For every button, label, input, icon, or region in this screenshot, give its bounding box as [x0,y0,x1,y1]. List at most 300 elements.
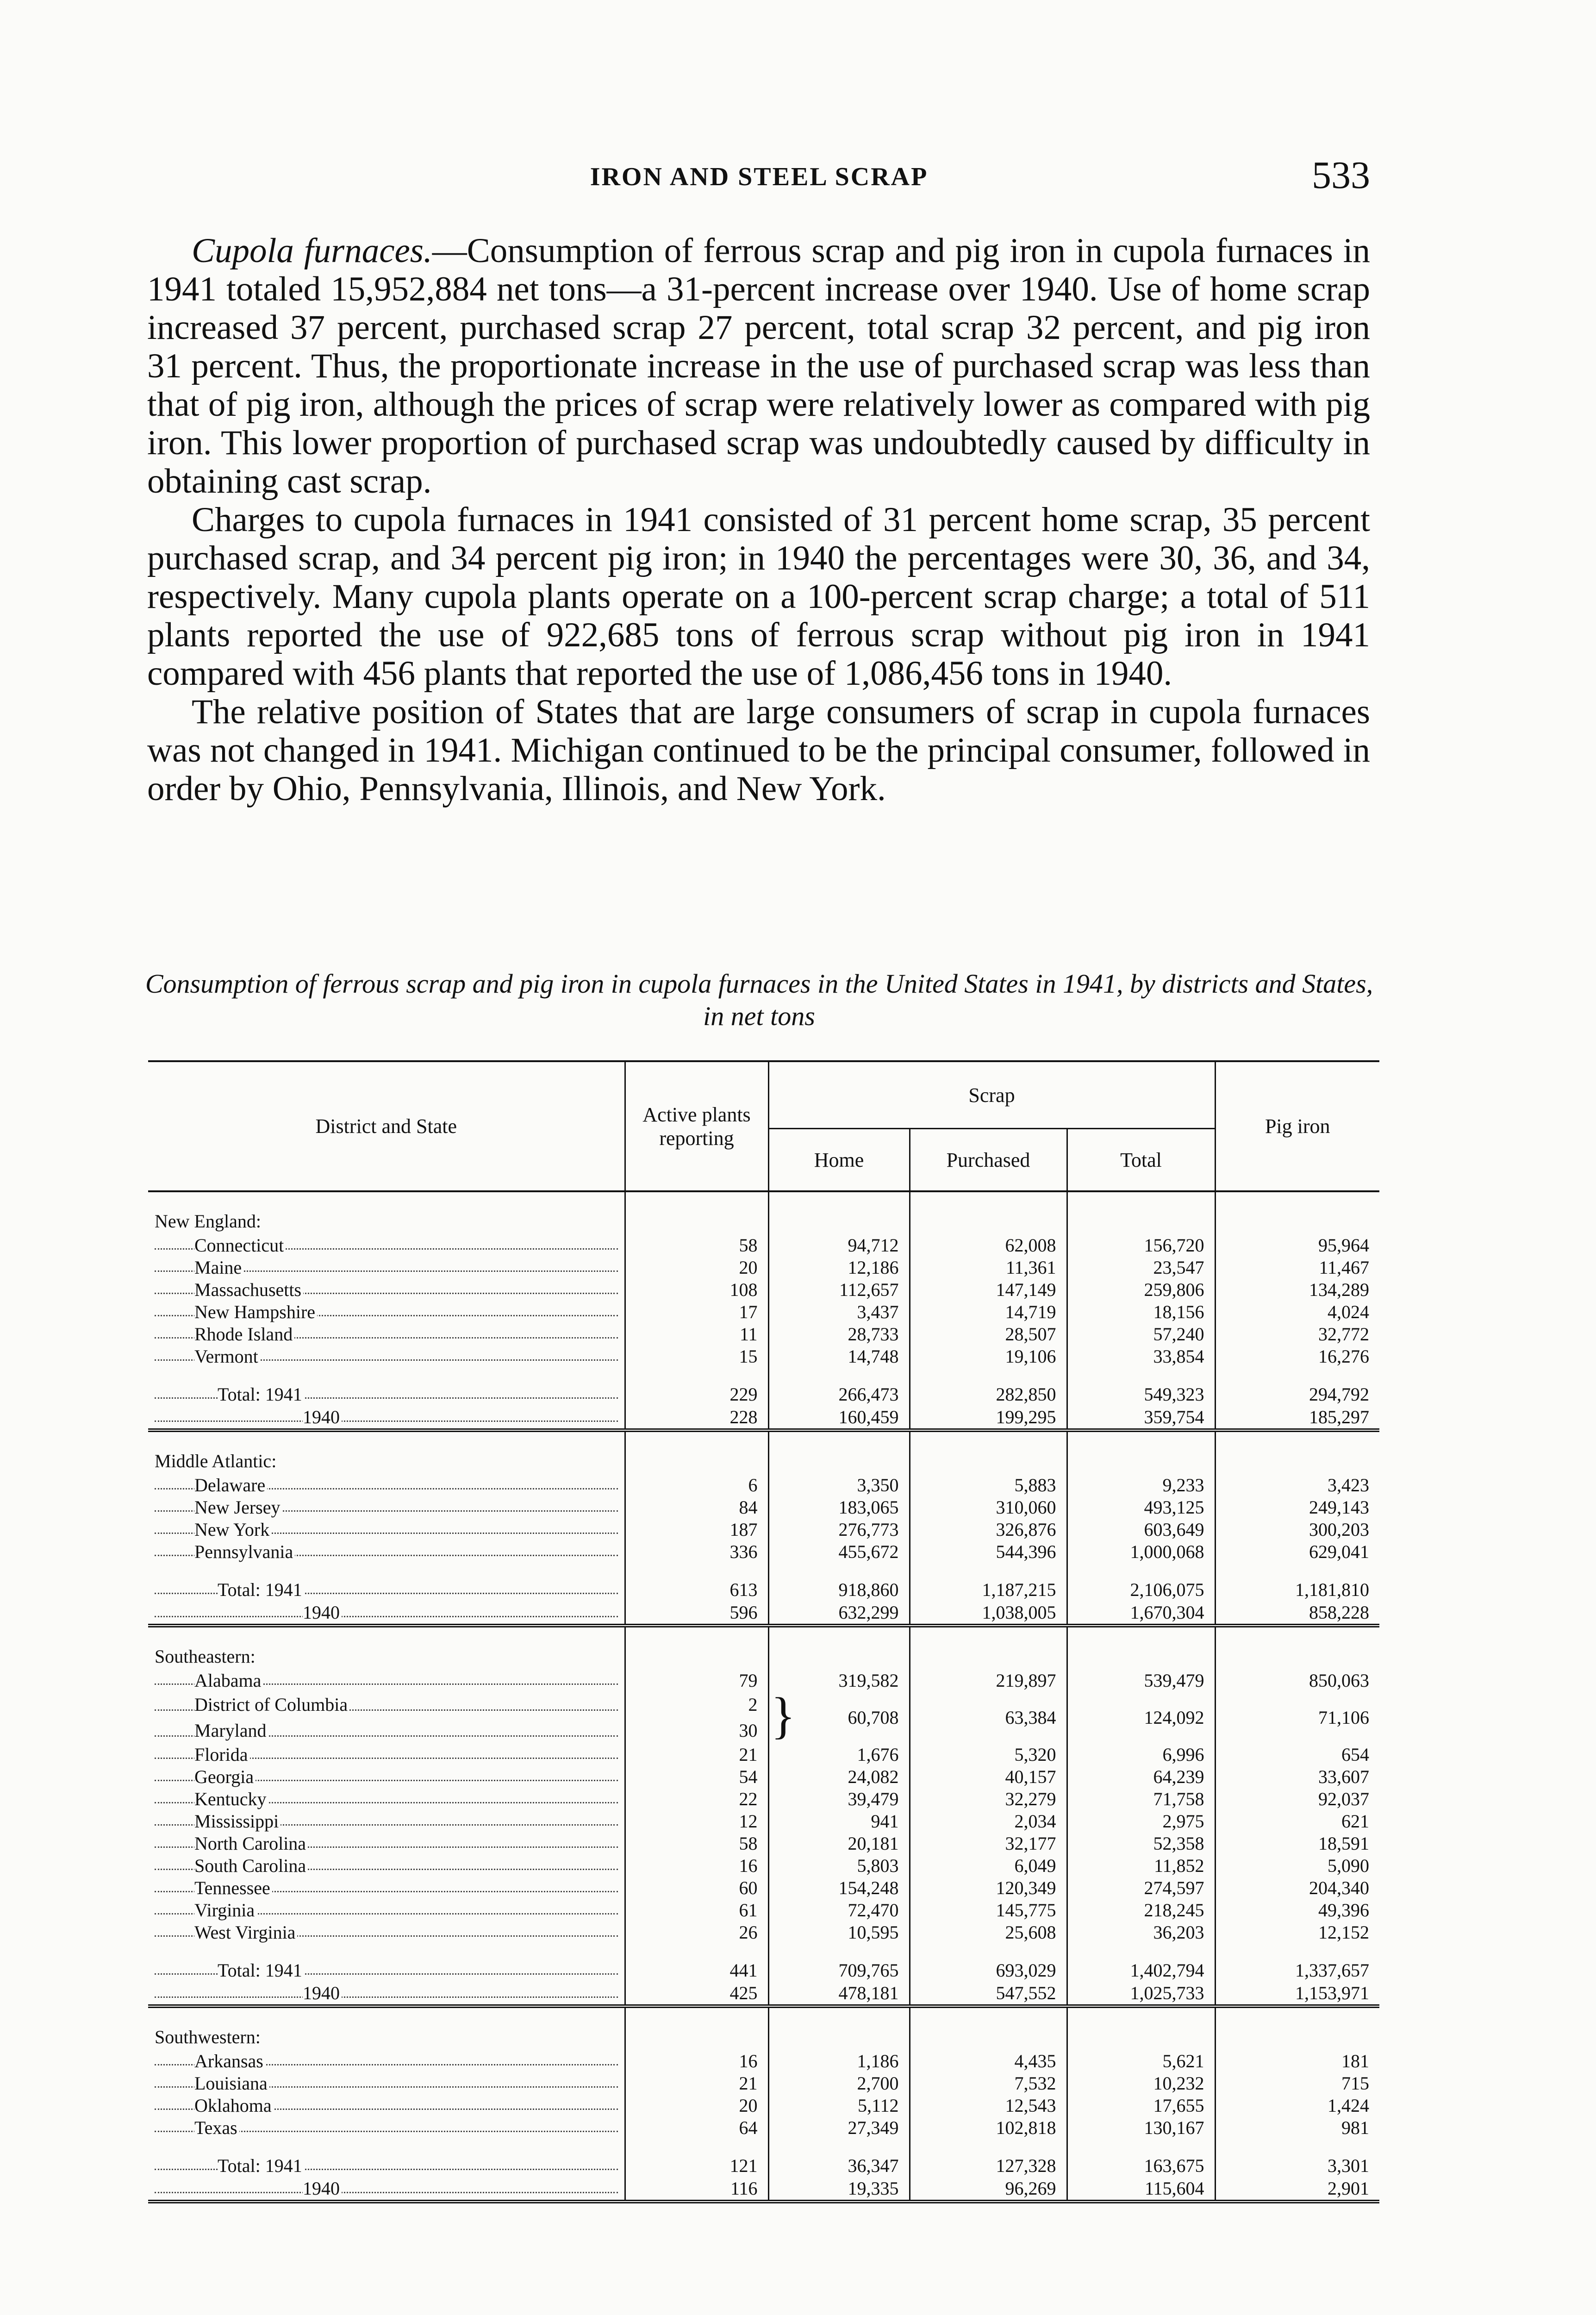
home-scrap-cell: 60,708 } [768,1691,910,1743]
purchased-scrap-cell: 62,008 [910,1234,1067,1256]
pig-iron-cell: 715 [1341,2072,1369,2094]
spacer-cell [1067,2139,1215,2154]
spacer-cell [1215,1367,1379,1383]
region-heading [148,1643,625,1669]
home-scrap-cell: 10,595 [768,1921,910,1943]
row-label-text: Kentucky [194,1789,268,1809]
purchased-scrap-cell: 547,552 [910,1981,1067,2006]
active-plants-cell: 2 [625,1691,768,1717]
spacer-cell [910,2139,1067,2154]
spacer-cell [768,1430,910,1448]
home-scrap-cell: 266,473 [768,1383,910,1405]
row-label [148,2154,625,2177]
total-scrap-cell: 130,167 [1067,2116,1215,2139]
total-scrap-cell: 549,323 [1067,1383,1215,1405]
state-row [148,1323,1379,1345]
spacer-cell [1215,2024,1379,2050]
home-scrap-cell: 455,672 [768,1540,910,1563]
home-scrap-cell: 183,065 [768,1496,910,1518]
pig-iron-cell: 1,153,971 [1215,1981,1379,2006]
pig-iron-cell: 1,337,657 [1295,1959,1369,1981]
row-label [148,1717,625,1743]
purchased-scrap-cell: 7,532 [910,2072,1067,2094]
total-row [148,2177,1379,2202]
total-row [148,1578,1379,1601]
total-scrap-cell: 64,239 [1067,1765,1215,1788]
state-row [148,1832,1379,1854]
row-label [148,1877,625,1899]
pig-iron-cell: 981 [1341,2117,1369,2138]
row-label [148,1899,625,1921]
total-row [148,1601,1379,1626]
active-plants-cell: 229 [625,1383,768,1405]
total-scrap-cell: 36,203 [1067,1921,1215,1943]
active-plants-cell: 21 [625,2072,768,2094]
active-plants-cell: 21 [625,1743,768,1765]
total-scrap-cell: 2,106,075 [1067,1578,1215,1601]
total-scrap-cell: 6,996 [1067,1743,1215,1765]
active-plants-cell: 596 [625,1601,768,1626]
total-scrap-cell: 18,156 [1067,1301,1215,1323]
home-scrap-cell: 5,803 [768,1854,910,1877]
spacer-row [148,1943,1379,1959]
home-scrap-cell: 160,459 [768,1405,910,1430]
total-scrap-cell: 274,597 [1067,1877,1215,1899]
header-active-plants: Active plants reporting [625,1061,768,1191]
total-scrap-cell: 156,720 [1067,1234,1215,1256]
pig-iron-cell: 95,964 [1318,1234,1369,1256]
row-label-text: Oklahoma [194,2095,274,2116]
home-scrap-cell: 2,700 [768,2072,910,2094]
spacer-cell [148,1626,625,1643]
row-label [148,1981,625,2006]
total-scrap-cell: 1,000,068 [1067,1540,1215,1563]
pig-iron-cell: 18,591 [1318,1833,1369,1854]
row-label [148,1540,625,1563]
row-label [148,1765,625,1788]
home-scrap-cell: 28,733 [768,1323,910,1345]
region-heading [148,2024,625,2050]
active-plants-cell: 30 [625,1717,768,1743]
total-row [148,1959,1379,1981]
spacer-cell [1215,1943,1379,1959]
spacer-cell [910,2024,1067,2050]
row-label-text: Southwestern: [155,2027,262,2047]
active-plants-cell: 79 [625,1669,768,1691]
row-label [148,1301,625,1323]
home-scrap-cell: 36,347 [768,2154,910,2177]
home-scrap-cell: 709,765 [768,1959,910,1981]
total-scrap-cell: 163,675 [1067,2154,1215,2177]
total-scrap-cell: 17,655 [1067,2094,1215,2116]
pig-iron-cell: 49,396 [1318,1899,1369,1921]
purchased-scrap-cell: 25,608 [910,1921,1067,1943]
row-label-text: Connecticut [194,1235,286,1256]
purchased-scrap-cell: 1,038,005 [910,1601,1067,1626]
spacer-cell [910,1430,1067,1448]
paragraph-cupola [147,232,1370,501]
spacer-cell [625,1430,768,1448]
row-label-text: South Carolina [194,1855,308,1876]
state-row [148,1765,1379,1788]
spacer-cell [148,1367,625,1383]
active-plants-cell: 116 [625,2177,768,2202]
total-scrap-cell: 115,604 [1067,2177,1215,2202]
state-row [148,1810,1379,1832]
active-plants-cell: 6 [625,1474,768,1496]
purchased-scrap-cell: 40,157 [910,1765,1067,1788]
region-heading-row [148,1448,1379,1474]
row-label [148,1234,625,1256]
active-plants-cell: 336 [625,1540,768,1563]
active-plants-cell: 108 [625,1278,768,1301]
purchased-scrap-cell: 28,507 [910,1323,1067,1345]
state-row [148,1518,1379,1540]
purchased-scrap-cell: 4,435 [910,2050,1067,2072]
purchased-scrap-cell: 5,883 [910,1474,1067,1496]
total-scrap-cell: 124,092 [1067,1691,1215,1743]
total-scrap-cell: 539,479 [1067,1669,1215,1691]
total-scrap-cell: 1,402,794 [1067,1959,1215,1981]
row-label-text: Florida [194,1744,250,1765]
home-scrap-cell: 1,676 [768,1743,910,1765]
state-row [148,1877,1379,1899]
pig-iron-cell: 5,090 [1328,1855,1369,1876]
total-row [148,1383,1379,1405]
spacer-cell [1067,1367,1215,1383]
home-scrap-cell: 941 [768,1810,910,1832]
total-scrap-cell: 259,806 [1067,1278,1215,1301]
row-label-text: Pennsylvania [194,1541,295,1562]
pig-iron-cell: 294,792 [1309,1383,1369,1405]
pig-iron-cell: 181 [1341,2050,1369,2071]
row-label-text: Arkansas [194,2051,265,2071]
pig-iron-cell: 654 [1341,1744,1369,1765]
spacer-cell [1067,1430,1215,1448]
purchased-scrap-cell: 19,106 [910,1345,1067,1367]
row-label-text: Massachusetts [194,1279,303,1300]
total-row [148,1405,1379,1430]
row-label [148,1921,625,1943]
row-label-text: Georgia [194,1766,256,1787]
active-plants-cell: 58 [625,1234,768,1256]
home-scrap-cell: 632,299 [768,1601,910,1626]
spacer-cell [768,1943,910,1959]
row-label [148,1278,625,1301]
row-label-text: Maryland [194,1720,268,1741]
pig-iron-cell: 3,423 [1328,1474,1369,1495]
region-heading-row [148,1643,1379,1669]
total-scrap-cell: 9,233 [1067,1474,1215,1496]
spacer-cell [910,1367,1067,1383]
purchased-scrap-cell: 12,543 [910,2094,1067,2116]
spacer-row [148,1626,1379,1643]
pig-iron-cell: 850,063 [1309,1670,1369,1691]
active-plants-cell: 26 [625,1921,768,1943]
total-scrap-cell: 71,758 [1067,1788,1215,1810]
pig-iron-cell: 629,041 [1309,1541,1369,1562]
active-plants-cell: 16 [625,2050,768,2072]
active-plants-cell: 60 [625,1877,768,1899]
spacer-cell [1215,1563,1379,1578]
active-plants-cell: 20 [625,2094,768,2116]
row-label-text: Total: 1941 [218,1579,304,1600]
row-label [148,2094,625,2116]
total-scrap-cell: 359,754 [1067,1405,1215,1430]
row-label-text: Middle Atlantic: [155,1451,278,1471]
purchased-scrap-cell: 282,850 [910,1383,1067,1405]
active-plants-cell: 64 [625,2116,768,2139]
pig-iron-cell: 204,340 [1309,1877,1369,1898]
row-label [148,1601,625,1626]
pig-iron-cell: 92,037 [1318,1788,1369,1809]
row-label [148,1496,625,1518]
spacer-cell [768,2024,910,2050]
spacer-cell [148,1943,625,1959]
active-plants-cell: 58 [625,1832,768,1854]
pig-iron-cell: 185,297 [1215,1405,1379,1430]
state-row [148,2050,1379,2072]
purchased-scrap-cell: 147,149 [910,1278,1067,1301]
state-row [148,1474,1379,1496]
active-plants-cell: 228 [625,1405,768,1430]
active-plants-cell: 11 [625,1323,768,1345]
purchased-scrap-cell: 102,818 [910,2116,1067,2139]
spacer-cell [1215,2006,1379,2024]
active-plants-cell: 61 [625,1899,768,1921]
spacer-cell [148,1430,625,1448]
region-heading-row [148,2024,1379,2050]
spacer-cell [1067,2006,1215,2024]
row-label-text: North Carolina [194,1833,308,1854]
row-label [148,1405,625,1430]
pig-iron-cell: 621 [1341,1810,1369,1832]
spacer-cell [148,2139,625,2154]
row-label [148,1669,625,1691]
table-caption: Consumption of ferrous scrap and pig iron in cupola furnaces in the United States in 1941, by districts and States, in net tons [145,969,1373,1031]
row-label-text: Mississippi [194,1811,281,1832]
spacer-cell [768,1448,910,1474]
home-scrap-cell: 5,112 [768,2094,910,2116]
row-label [148,1256,625,1278]
spacer-cell [625,1208,768,1234]
active-plants-cell: 121 [625,2154,768,2177]
home-scrap-cell: 14,748 [768,1345,910,1367]
spacer-cell [910,1563,1067,1578]
home-scrap-cell: 24,082 [768,1765,910,1788]
row-label-text: Total: 1941 [218,1384,304,1405]
home-scrap-cell: 112,657 [768,1278,910,1301]
row-label [148,1578,625,1601]
total-scrap-cell: 11,852 [1067,1854,1215,1877]
spacer-cell [625,1191,768,1208]
state-row [148,1854,1379,1877]
row-label-text: 1940 [303,1983,342,2003]
total-scrap-cell: 52,358 [1067,1832,1215,1854]
spacer-cell [768,1367,910,1383]
spacer-cell [1215,2139,1379,2154]
active-plants-cell: 16 [625,1854,768,1877]
total-scrap-cell: 5,621 [1067,2050,1215,2072]
home-scrap-cell: 72,470 [768,1899,910,1921]
pig-iron-cell: 11,467 [1319,1257,1369,1278]
active-plants-cell: 17 [625,1301,768,1323]
active-plants-cell: 613 [625,1578,768,1601]
spacer-cell [625,2006,768,2024]
spacer-cell [1215,1448,1379,1474]
running-head [148,153,1370,199]
row-label-text: Tennessee [194,1877,272,1898]
spacer-cell [910,1943,1067,1959]
row-label-text: Southeastern: [155,1646,257,1667]
spacer-row [148,1430,1379,1448]
pig-iron-cell: 300,203 [1309,1519,1369,1540]
purchased-scrap-cell: 326,876 [910,1518,1067,1540]
purchased-scrap-cell: 199,295 [910,1405,1067,1430]
spacer-row [148,1367,1379,1383]
total-row [148,1981,1379,2006]
purchased-scrap-cell: 310,060 [910,1496,1067,1518]
row-label-text: West Virginia [194,1922,297,1943]
state-row [148,1788,1379,1810]
row-label [148,1345,625,1367]
spacer-cell [1215,1430,1379,1448]
total-scrap-cell: 1,025,733 [1067,1981,1215,2006]
region-heading [148,1208,625,1234]
purchased-scrap-cell: 693,029 [910,1959,1067,1981]
spacer-cell [768,2139,910,2154]
data-table [148,1060,1379,2203]
state-row [148,2094,1379,2116]
home-scrap-cell: 20,181 [768,1832,910,1854]
row-label [148,1788,625,1810]
row-label-text: Delaware [194,1475,267,1495]
spacer-cell [768,1563,910,1578]
spacer-cell [768,1191,910,1208]
total-scrap-cell: 1,670,304 [1067,1601,1215,1626]
row-label [148,1323,625,1345]
spacer-cell [1215,1643,1379,1669]
page-number: 533 [1312,154,1370,197]
state-row [148,1301,1379,1323]
spacer-cell [1067,1191,1215,1208]
pig-iron-cell: 33,607 [1318,1766,1369,1787]
purchased-scrap-cell: 63,384 [910,1691,1067,1743]
row-label-text: New Hampshire [194,1301,317,1322]
spacer-cell [910,1191,1067,1208]
grouped-state-row [148,1691,1379,1717]
row-label-text: Total: 1941 [218,2155,304,2176]
row-label [148,1832,625,1854]
spacer-row [148,2139,1379,2154]
state-row [148,1669,1379,1691]
spacer-cell [1067,1208,1215,1234]
pig-iron-cell: 3,301 [1328,2155,1369,2176]
active-plants-cell: 12 [625,1810,768,1832]
total-scrap-cell: 23,547 [1067,1256,1215,1278]
active-plants-cell: 22 [625,1788,768,1810]
pig-iron-cell: 12,152 [1318,1921,1369,1943]
home-scrap-cell: 3,437 [768,1301,910,1323]
state-row [148,1234,1379,1256]
spacer-cell [768,2006,910,2024]
total-scrap-cell: 57,240 [1067,1323,1215,1345]
active-plants-cell: 54 [625,1765,768,1788]
total-scrap-cell: 603,649 [1067,1518,1215,1540]
home-scrap-cell: 94,712 [768,1234,910,1256]
purchased-scrap-cell: 6,049 [910,1854,1067,1877]
grouping-brace: } [771,1691,796,1743]
row-label [148,2072,625,2094]
total-scrap-cell: 10,232 [1067,2072,1215,2094]
pig-iron-cell: 858,228 [1215,1601,1379,1626]
spacer-cell [910,1626,1067,1643]
purchased-scrap-cell: 2,034 [910,1810,1067,1832]
total-scrap-cell: 2,975 [1067,1810,1215,1832]
purchased-scrap-cell: 14,719 [910,1301,1067,1323]
home-scrap-cell: 154,248 [768,1877,910,1899]
header-home: Home [768,1129,910,1192]
spacer-cell [625,1643,768,1669]
running-title: IRON AND STEEL SCRAP [590,163,929,191]
row-label-text: New York [194,1519,271,1540]
spacer-cell [1215,1208,1379,1234]
home-scrap-cell: 39,479 [768,1788,910,1810]
header-district-state: District and State [148,1061,625,1191]
state-row [148,2116,1379,2139]
state-row [148,1743,1379,1765]
row-label [148,2050,625,2072]
purchased-scrap-cell: 96,269 [910,2177,1067,2202]
spacer-cell [1067,1563,1215,1578]
purchased-scrap-cell: 32,177 [910,1832,1067,1854]
spacer-cell [910,2006,1067,2024]
region-heading [148,1448,625,1474]
purchased-scrap-cell: 11,361 [910,1256,1067,1278]
spacer-cell [625,1367,768,1383]
spacer-cell [910,1208,1067,1234]
row-label [148,1854,625,1877]
active-plants-cell: 441 [625,1959,768,1981]
spacer-cell [910,1643,1067,1669]
purchased-scrap-cell: 5,320 [910,1743,1067,1765]
row-label [148,1810,625,1832]
pig-iron-cell: 71,106 [1318,1707,1369,1728]
row-label-text: Alabama [194,1670,263,1691]
state-row [148,1540,1379,1563]
spacer-cell [625,1626,768,1643]
row-label-text: Total: 1941 [218,1960,304,1981]
state-row [148,1921,1379,1943]
row-label-text: Maine [194,1257,243,1278]
row-label [148,1959,625,1981]
spacer-cell [1067,2024,1215,2050]
header-total: Total [1067,1129,1215,1192]
home-scrap-cell: 319,582 [768,1669,910,1691]
row-label [148,2177,625,2202]
spacer-cell [768,1643,910,1669]
state-row [148,2072,1379,2094]
total-scrap-cell: 218,245 [1067,1899,1215,1921]
home-scrap-cell: 12,186 [768,1256,910,1278]
active-plants-cell: 84 [625,1496,768,1518]
spacer-cell [910,1448,1067,1474]
home-scrap-cell: 3,350 [768,1474,910,1496]
paragraph-text: —Consumption of ferrous scrap and pig iron in cupola furnaces in 1941 totaled 15,952,884 net tons—a 31-percent increase over 1940. Use of home scrap increased 37 percent, purchased scrap 27 percent, total scrap 32 percent, and pig iron 31 percent. Thus, the proportionate increase in the use of purchased scrap was less than that of pig iron, although the prices of scrap were relatively lower as compared with pig iron. This lower proportion of purchased scrap was undoubtedly caused by difficulty in obtaining cast scrap. [147,232,1371,501]
spacer-row [148,2006,1379,2024]
pig-iron-cell: 16,276 [1318,1345,1369,1367]
region-heading-row [148,1208,1379,1234]
